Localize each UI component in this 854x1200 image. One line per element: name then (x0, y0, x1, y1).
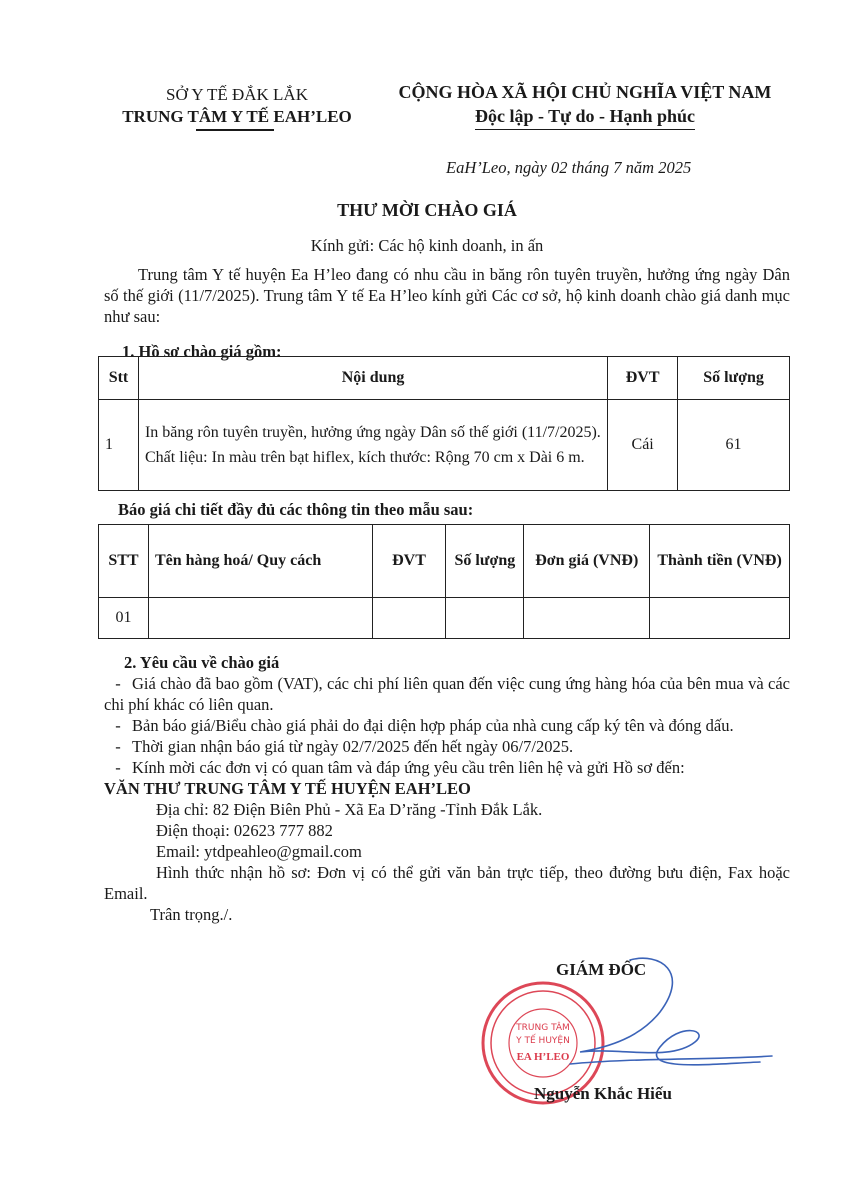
col-unit: ĐVT (608, 357, 678, 400)
country-name: CỘNG HÒA XÃ HỘI CHỦ NGHĨA VIỆT NAM (398, 82, 772, 102)
col-content: Nội dung (138, 357, 607, 400)
cell-qty (446, 598, 524, 639)
requirement-item: - Giá chào đã bao gồm (VAT), các chi phí liên quan đến việc cung ứng hàng hóa của bên mua và các chi phí khác có liên quan. (104, 674, 790, 714)
col-qty: Số lượng (678, 357, 790, 400)
cell-unit: Cái (608, 400, 678, 491)
national-heading-block (380, 80, 790, 130)
handwritten-signature-icon (510, 952, 780, 1092)
table-header-row (99, 357, 790, 400)
cell-unit-price (524, 598, 650, 639)
col-qty: Số lượng (446, 525, 524, 598)
cell-content: In băng rôn tuyên truyền, hưởng ứng ngày Dân số thế giới (11/7/2025). Chất liệu: In màu trên bạt hiflex, kích thước: Rộng 70 cm x Dài 6 m. (138, 400, 607, 491)
col-stt: Stt (99, 357, 139, 400)
org-name: TRUNG TÂM Y TẾ EAH’LEO (122, 107, 352, 126)
intro-paragraph: Trung tâm Y tế huyện Ea H’leo đang có nhu cầu in băng rôn tuyên truyền, hưởng ứng ngày Dân số thế giới (11/7/2025). Trung tâm Y tế Ea H’leo kính gửi Các cơ sở, hộ kinh doanh chào giá danh mục như sau: (104, 265, 790, 326)
cell-qty: 61 (678, 400, 790, 491)
cell-item-name (148, 598, 372, 639)
cell-total (650, 598, 790, 639)
table-header-row (99, 525, 790, 598)
section-2-heading: 2. Yêu cầu về chào giá (124, 653, 280, 672)
issuing-org-block (92, 84, 382, 128)
requirement-item: - Bản báo giá/Biểu chào giá phải do đại diện hợp pháp của nhà cung cấp ký tên và đóng dấu. (115, 716, 734, 735)
requirement-item: - Kính mời các đơn vị có quan tâm và đáp ứng yêu cầu trên liên hệ và gửi Hồ sơ đến: (115, 758, 685, 777)
stamp-text-line3: EA H’LEO (516, 1051, 570, 1063)
submission-method: Hình thức nhận hồ sơ: Đơn vị có thể gửi văn bản trực tiếp, theo đường bưu điện, Fax hoặc Email. (104, 863, 790, 903)
col-unit: ĐVT (372, 525, 446, 598)
parent-org: SỞ Y TẾ ĐẮK LẮK (166, 85, 308, 104)
contact-email: Email: ytdpeahleo@gmail.com (156, 842, 362, 861)
col-total: Thành tiền (VNĐ) (650, 525, 790, 598)
quote-caption: Báo giá chi tiết đầy đủ các thông tin theo mẫu sau: (118, 500, 474, 519)
national-motto: Độc lập - Tự do - Hạnh phúc (475, 104, 695, 130)
stamp-text-line2: Y TẾ HUYỆN (516, 1036, 570, 1046)
col-unit-price: Đơn giá (VNĐ) (524, 525, 650, 598)
org-underline (196, 129, 274, 131)
col-stt: STT (99, 525, 149, 598)
contact-address: Địa chỉ: 82 Điện Biên Phủ - Xã Ea D’răng -Tỉnh Đắk Lắk. (156, 800, 543, 819)
table-row (99, 400, 790, 491)
date-line: EaH’Leo, ngày 02 tháng 7 năm 2025 (446, 158, 692, 177)
closing-line: Trân trọng./. (150, 905, 233, 924)
col-item-name: Tên hàng hoá/ Quy cách (148, 525, 372, 598)
table-row (99, 598, 790, 639)
stamp-text-line1: TRUNG TÂM (516, 1023, 570, 1033)
cell-stt: 01 (99, 598, 149, 639)
signer-name: Nguyễn Khắc Hiếu (534, 1084, 672, 1103)
recipient-line: Kính gửi: Các hộ kinh doanh, in ấn (310, 236, 544, 255)
document-title: THƯ MỜI CHÀO GIÁ (337, 200, 517, 220)
cell-unit (372, 598, 446, 639)
signer-title: GIÁM ĐỐC (556, 960, 647, 979)
office-name: VĂN THƯ TRUNG TÂM Y TẾ HUYỆN EAH’LEO (104, 779, 471, 798)
section-1-heading: 1. Hồ sơ chào giá gồm: (122, 342, 282, 361)
section-2 (104, 652, 790, 925)
cell-stt: 1 (99, 400, 139, 491)
quote-template-table (98, 524, 790, 639)
contact-phone: Điện thoại: 02623 777 882 (156, 821, 333, 840)
requirement-item: - Thời gian nhận báo giá từ ngày 02/7/2025 đến hết ngày 06/7/2025. (115, 737, 574, 756)
item-table (98, 356, 790, 491)
